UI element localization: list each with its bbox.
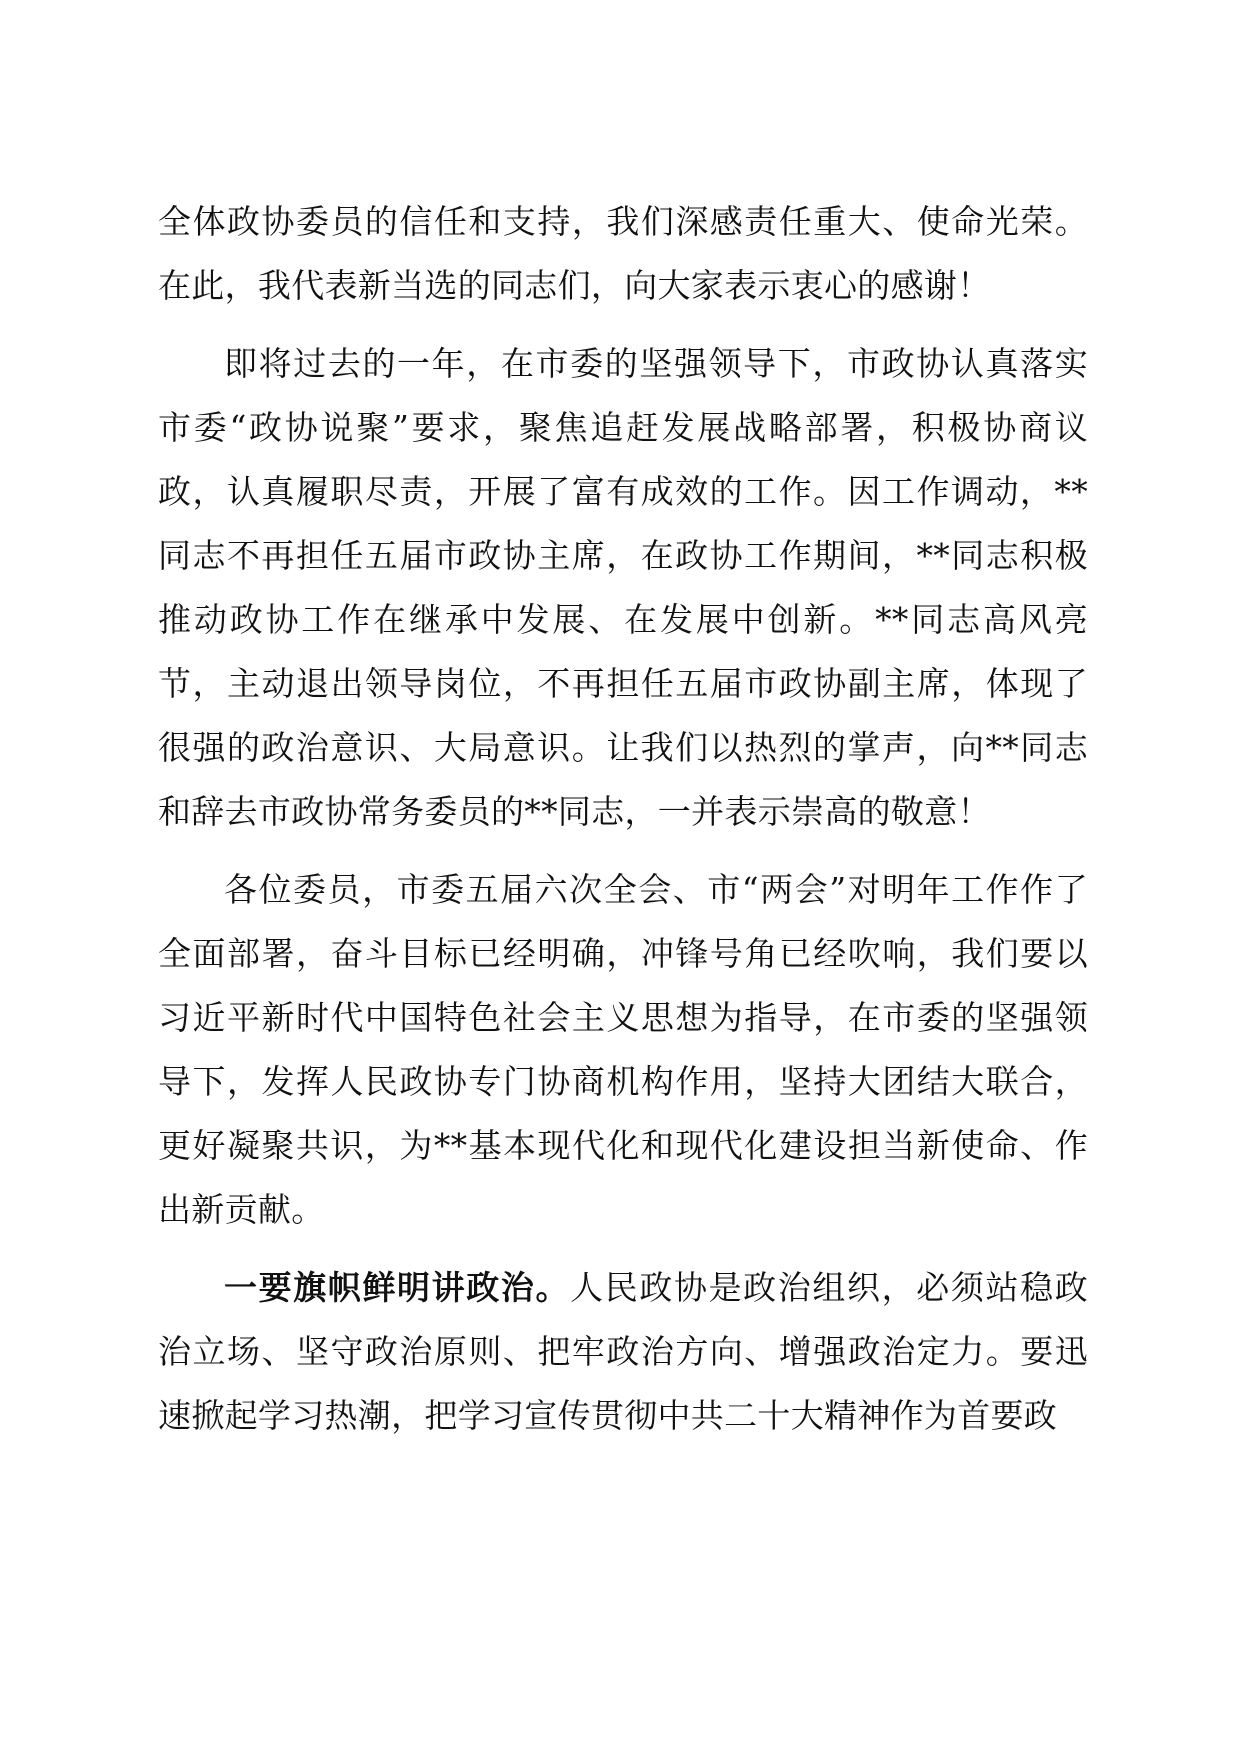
paragraph-text: 人民政协是政治组织，必须站稳政治立场、坚守政治原则、把牢政治方向、增强政治定力。要迅速掀起学习热潮，把学习宣传贯彻中共二十大精神作为首要政: [158, 1268, 1088, 1435]
paragraph-next-year-plan: [158, 858, 1088, 1242]
document-page: [158, 190, 1088, 1448]
paragraph-text: 各位委员，市委五届六次全会、市“两会”对明年工作作了全面部署，奋斗目标已经明确，冲锋号角已经吹响，我们要以习近平新时代中国特色社会主义思想为指导，在市委的坚强领导下，发挥人民政协专门协商机构作用，坚持大团结大联合，更好凝聚共识，为**基本现代化和现代化建设担当新使命、作出新贡献。: [158, 870, 1088, 1229]
paragraph-point-one: [158, 1256, 1088, 1448]
paragraph-text: 全体政协委员的信任和支持，我们深感责任重大、使命光荣。在此，我代表新当选的同志们，向大家表示衷心的感谢！: [158, 202, 1088, 305]
paragraph-continuation: [158, 190, 1088, 318]
paragraph-lead-heading: 一要旗帜鲜明讲政治。: [224, 1268, 571, 1307]
paragraph-text: 即将过去的一年，在市委的坚强领导下，市政协认真落实市委“政协说聚”要求，聚焦追赶发展战略部署，积极协商议政，认真履职尽责，开展了富有成效的工作。因工作调动，**同志不再担任五届市政协主席，在政协工作期间，**同志积极推动政协工作在继承中发展、在发展中创新。**同志高风亮节，主动退出领导岗位，不再担任五届市政协副主席，体现了很强的政治意识、大局意识。让我们以热烈的掌声，向**同志和辞去市政协常务委员的**同志，一并表示崇高的敬意！: [158, 344, 1088, 831]
paragraph-past-year-review: [158, 332, 1088, 844]
